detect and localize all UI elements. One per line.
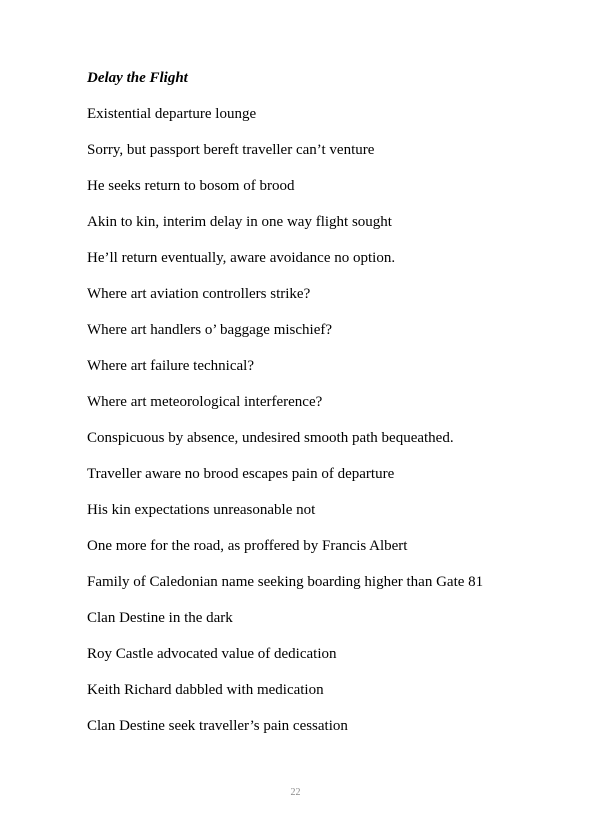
poem-line: Traveller aware no brood escapes pain of departure bbox=[87, 466, 395, 482]
poem-title: Delay the Flight bbox=[87, 70, 188, 86]
poem-body bbox=[87, 105, 504, 753]
poem-line: Keith Richard dabbled with medication bbox=[87, 682, 324, 698]
poem-line: Where art handlers o’ baggage mischief? bbox=[87, 322, 333, 338]
poem-line: Family of Caledonian name seeking boarding higher than Gate 81 bbox=[87, 574, 484, 590]
poem-line: Akin to kin, interim delay in one way flight sought bbox=[87, 214, 392, 230]
poem-line: He’ll return eventually, aware avoidance no option. bbox=[87, 250, 396, 266]
poem-line: Sorry, but passport bereft traveller can’t venture bbox=[87, 142, 375, 158]
poem-line: Clan Destine seek traveller’s pain cessation bbox=[87, 718, 348, 734]
poem-line: He seeks return to bosom of brood bbox=[87, 178, 295, 194]
poem-line: Clan Destine in the dark bbox=[87, 610, 233, 626]
poem-line: Roy Castle advocated value of dedication bbox=[87, 646, 337, 662]
poem-line: Existential departure lounge bbox=[87, 106, 257, 122]
poem-line: Where art aviation controllers strike? bbox=[87, 286, 311, 302]
page-number: 22 bbox=[290, 787, 301, 798]
poem-line: Where art failure technical? bbox=[87, 358, 254, 374]
poem-line: Where art meteorological interference? bbox=[87, 394, 323, 410]
poem-line: Conspicuous by absence, undesired smooth path bequeathed. bbox=[87, 430, 454, 446]
poem-line: His kin expectations unreasonable not bbox=[87, 502, 316, 518]
poem-line: One more for the road, as proffered by Francis Albert bbox=[87, 538, 408, 554]
